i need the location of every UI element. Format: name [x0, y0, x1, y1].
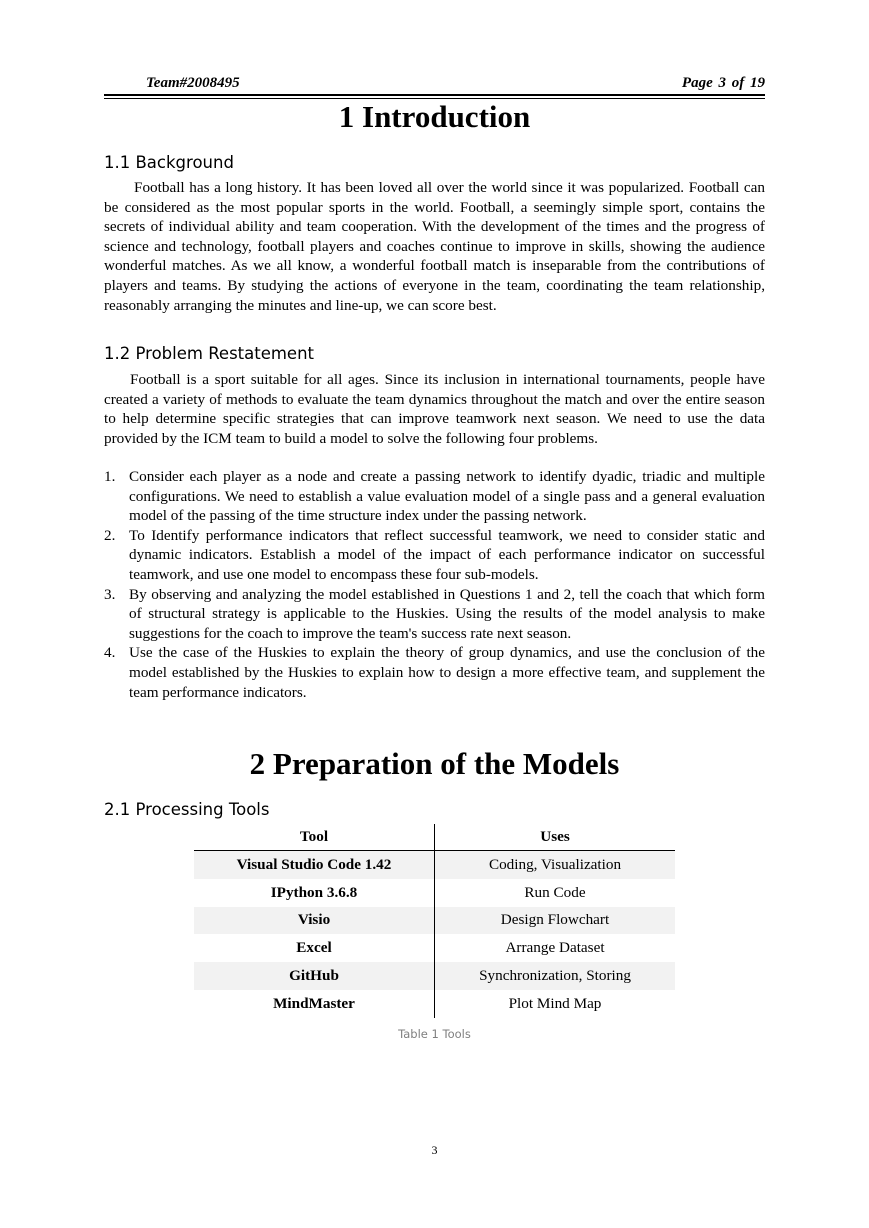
list-item-text: By observing and analyzing the model established in Questions 1 and 2, tell the coach that which form of structural strategy is applicable to the Huskies. Using the results of the model analysis to make suggestions for the coach to improve the team's success rate next season.	[129, 585, 765, 642]
table-row	[194, 934, 675, 962]
background-paragraph-block	[104, 178, 765, 315]
heading-problem-restatement: 1.2 Problem Restatement	[104, 344, 315, 363]
section-title-introduction: 1 Introduction	[338, 99, 531, 134]
list-item-text: Consider each player as a node and create a passing network to identify dyadic, triadic and multiple configurations. We need to establish a value evaluation model of a single pass and a general evaluation model of the passing of the time structure index under the passing network.	[129, 468, 765, 525]
tool-cell: MindMaster	[194, 990, 435, 1018]
problem-list	[104, 467, 765, 702]
heading-background: 1.1 Background	[104, 153, 234, 172]
list-item	[104, 585, 765, 644]
tool-cell: Visio	[194, 907, 435, 935]
uses-cell: Design Flowchart	[435, 907, 676, 935]
table-row	[194, 990, 675, 1018]
tool-cell: Visual Studio Code 1.42	[194, 851, 435, 879]
list-item-number: 4.	[104, 644, 116, 662]
column-header-uses: Uses	[435, 824, 676, 851]
header-rule-thick	[104, 94, 765, 96]
uses-cell: Arrange Dataset	[505, 939, 605, 957]
restatement-paragraph: Football is a sport suitable for all ages. Since its inclusion in international tournaments, people have created a variety of methods to evaluate the team dynamics throughout the match and over the entire season to help determine specific strategies that can improve teamwork next season. We need to use the data provided by the ICM team to build a model to solve the following four problems.	[104, 371, 765, 447]
list-item-number: 3.	[104, 585, 116, 603]
table-header-row	[194, 824, 675, 851]
uses-cell: Synchronization, Storing	[435, 962, 676, 990]
running-header	[104, 74, 765, 96]
list-item-text: To Identify performance indicators that reflect successful teamwork, we need to consider static and dynamic indicators. Establish a model of the impact of each performance indicator on successful teamwork, and use one model to encompass these four sub-models.	[129, 526, 765, 583]
page-number: 3	[431, 1143, 438, 1157]
column-header-tool: Tool	[194, 824, 435, 851]
list-item-text: Use the case of the Huskies to explain the theory of group dynamics, and use the conclusion of the model established by the Huskies to explain how to design a more effective team, and supplement the team performance indicators.	[129, 644, 765, 701]
background-paragraph: Football has a long history. It has been loved all over the world since it was popularized. Football can be considered as the most popular sports in the world. Football, a seemingly simple sport, contains the secrets of individual ability and team cooperation. With the development of the times and the progress of science and technology, football players and coaches continue to improve in skills, showing the audience wonderful matches. As we all know, a wonderful football match is inseparable from the contributions of players and teams. By studying the actions of everyone in the team, coordinating the team relationship, reasonably arranging the minutes and line-up, we can score best.	[104, 179, 765, 314]
list-item	[104, 467, 765, 526]
uses-cell: Plot Mind Map	[508, 994, 602, 1012]
tool-cell: GitHub	[194, 962, 435, 990]
tool-cell: Excel	[194, 934, 435, 962]
list-item-number: 2.	[104, 526, 116, 544]
page-indicator: Page 3 of 19	[681, 75, 765, 91]
table-row	[194, 851, 675, 879]
restatement-paragraph-block	[104, 370, 765, 448]
table-row	[194, 879, 675, 907]
list-item-number: 1.	[104, 468, 116, 485]
table-caption: Table 1 Tools	[398, 1027, 471, 1041]
list-item	[104, 643, 765, 702]
tools-table	[194, 824, 675, 1018]
tool-cell: IPython 3.6.8	[194, 879, 435, 907]
team-number: Team#2008495	[146, 75, 240, 91]
uses-cell: Run Code	[524, 883, 586, 901]
list-item	[104, 526, 765, 585]
heading-processing-tools: 2.1 Processing Tools	[104, 800, 270, 819]
table-row	[194, 907, 675, 935]
table-row	[194, 962, 675, 990]
uses-cell: Coding, Visualization	[435, 851, 676, 879]
section-title-preparation: 2 Preparation of the Models	[249, 746, 620, 781]
